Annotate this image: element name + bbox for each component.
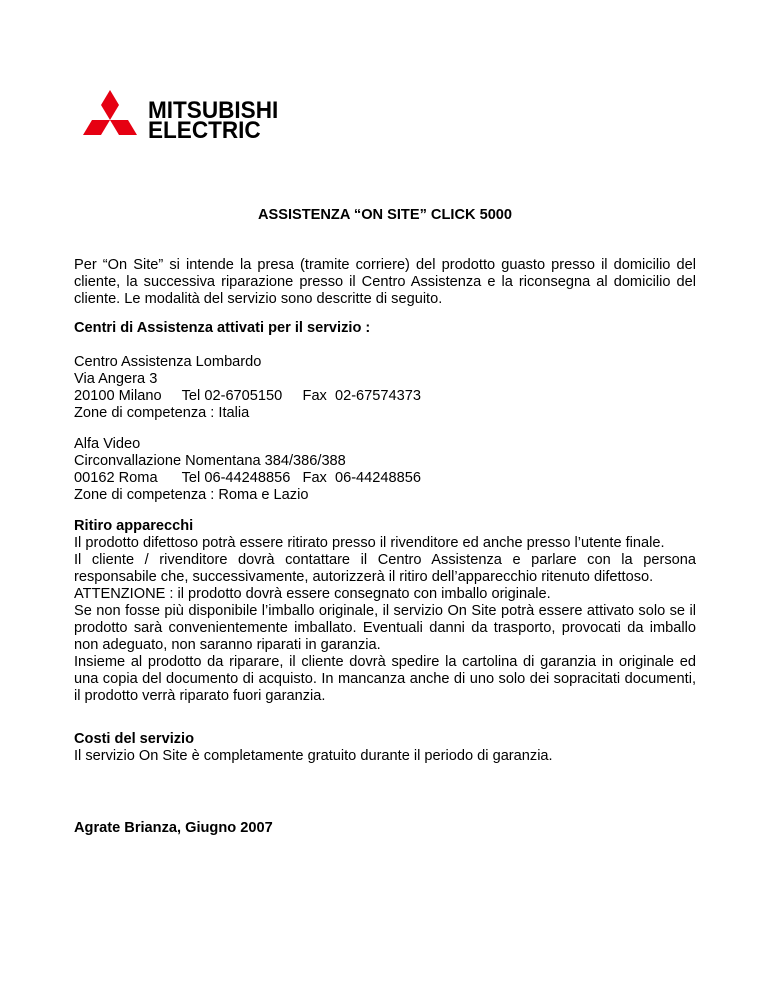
ritiro-paragraph-4: Se non fosse più disponibile l’imballo originale, il servizio On Site potrà essere attivato solo se il prodotto sarà convenientemente imballato. Eventuali danni da trasporto, provocati da imballo non adeguato, non saranno riparati in garanzia. — [74, 603, 696, 653]
ritiro-paragraph-5: Insieme al prodotto da riparare, il cliente dovrà spedire la cartolina di garanzia in originale ed una copia del documento di acquisto. In mancanza anche di uno solo dei sopracitati documenti, il prodotto verrà riparato fuori garanzia. — [74, 654, 696, 704]
signature-date: Agrate Brianza, Giugno 2007 — [74, 820, 273, 836]
center-address: Via Angera 3 — [74, 371, 158, 387]
intro-paragraph: Per “On Site” si intende la presa (tramite corriere) del prodotto guasto presso il domicilio del cliente, la successiva riparazione presso il Centro Assistenza e la riconsegna al domicilio del cliente. Le modalità del servizio sono descritte di seguito. — [74, 257, 696, 307]
centers-heading: Centri di Assistenza attivati per il servizio : — [74, 320, 371, 336]
costi-heading: Costi del servizio — [74, 731, 195, 747]
document-title: ASSISTENZA “ON SITE” CLICK 5000 — [257, 207, 513, 223]
logo-wordmark — [148, 97, 279, 144]
logo-line-1: MITSUBISHI — [148, 97, 279, 124]
center-name: Centro Assistenza Lombardo — [74, 354, 262, 370]
center-alfa-video — [74, 436, 696, 504]
center-city-phone: 20100 Milano Tel 02-6705150 Fax 02-67574373 — [74, 388, 421, 404]
center-name: Alfa Video — [74, 436, 141, 452]
center-zone: Zone di competenza : Italia — [74, 405, 250, 421]
center-zone: Zone di competenza : Roma e Lazio — [74, 487, 309, 503]
center-lombardo — [74, 354, 696, 422]
ritiro-section — [74, 518, 696, 705]
ritiro-paragraph-2: Il cliente / rivenditore dovrà contattare il Centro Assistenza e parlare con la persona responsabile che, successivamente, autorizzerà il ritiro dell’apparecchio ritenuto difettoso. — [74, 552, 696, 585]
costi-section — [74, 731, 696, 765]
costi-text: Il servizio On Site è completamente gratuito durante il periodo di garanzia. — [74, 748, 553, 764]
ritiro-paragraph-1: Il prodotto difettoso potrà essere ritirato presso il rivenditore ed anche presso l’utente finale. — [74, 535, 665, 551]
three-diamonds-icon — [78, 88, 142, 150]
ritiro-paragraph-3: ATTENZIONE : il prodotto dovrà essere consegnato con imballo originale. — [74, 586, 551, 602]
center-city-phone: 00162 Roma Tel 06-44248856 Fax 06-44248856 — [74, 470, 421, 486]
center-address: Circonvallazione Nomentana 384/386/388 — [74, 453, 346, 469]
ritiro-heading: Ritiro apparecchi — [74, 518, 194, 534]
mitsubishi-electric-logo — [78, 88, 328, 150]
logo-line-2: ELECTRIC — [148, 117, 261, 144]
